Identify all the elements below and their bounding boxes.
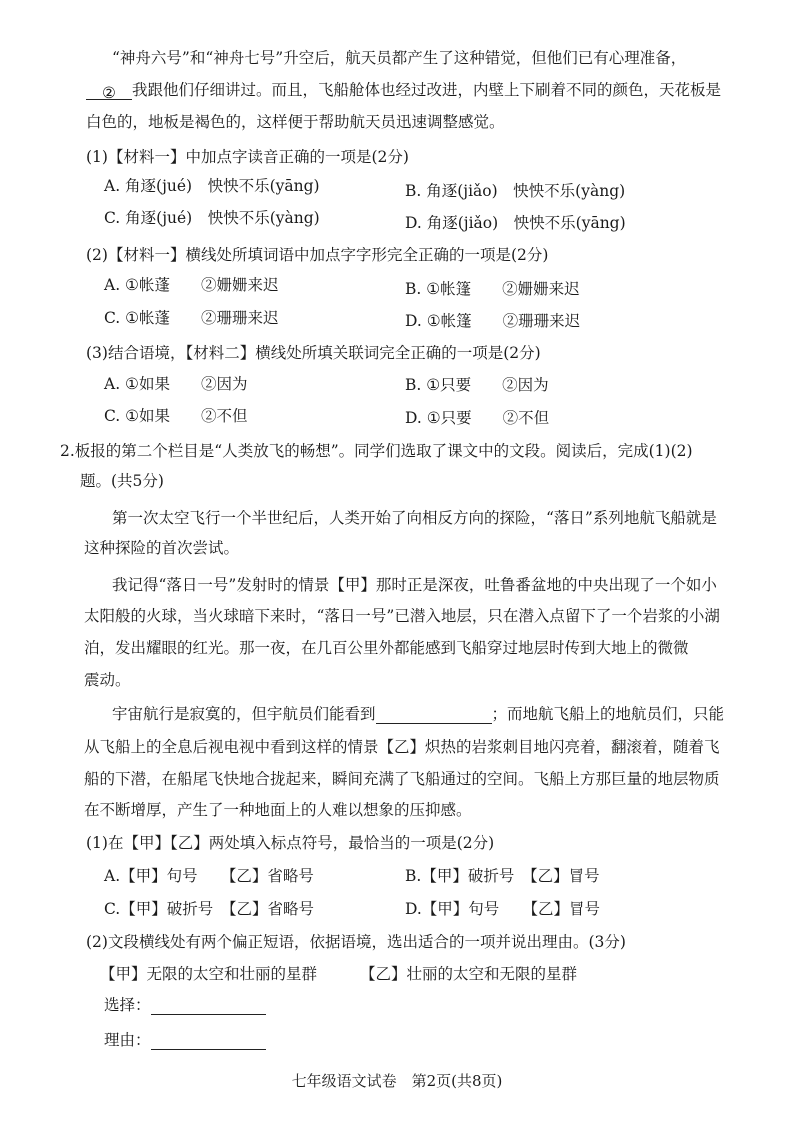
passage-p2-line3: 泊，发出耀眼的红光。那一夜，在几百公里外都能感到飞船穿过地层时传到大地上的微微 bbox=[84, 639, 689, 657]
passage-p3-line2: 从飞船上的全息后视电视中看到这样的情景【乙】炽热的岩浆刺目地闪亮着，翻滚着，随着飞 bbox=[84, 738, 720, 756]
q5-option-yi: 【乙】壮丽的太空和无限的星群 bbox=[360, 965, 578, 983]
q2-option-d[interactable]: D. ①帐篷 ②珊珊来迟 bbox=[405, 312, 581, 330]
passage-p3-line3: 船的下潜，在船尾飞快地合拢起来，瞬间充满了飞船通过的空间。飞船上方那巨量的地层物质 bbox=[84, 770, 720, 788]
q2-option-b[interactable]: B. ①帐篷 ②姗姗来迟 bbox=[405, 280, 580, 298]
q2-option-c[interactable]: C. ①帐蓬 ②珊珊来迟 bbox=[104, 309, 279, 327]
passage-p1-line2: 这种探险的首次尝试。 bbox=[84, 539, 240, 557]
q4-option-d[interactable]: D.【甲】句号 【乙】冒号 bbox=[405, 900, 601, 918]
choice-label: 选择： bbox=[104, 996, 151, 1014]
q1-option-c[interactable]: C. 角逐(jué) 怏怏不乐(yàng) bbox=[104, 209, 320, 227]
q1-stem: (1)【材料一】中加点字读音正确的一项是(2分) bbox=[86, 148, 409, 166]
material2-line3: 白色的，地板是褐色的，这样便于帮助航天员迅速调整感觉。 bbox=[86, 113, 505, 131]
reason-label: 理由： bbox=[104, 1031, 151, 1049]
passage-p3-line1-a: 宇宙航行是寂寞的，但宇航员们能看到 bbox=[112, 705, 376, 723]
reason-answer-line[interactable] bbox=[151, 1035, 266, 1050]
q4-option-a[interactable]: A.【甲】句号 【乙】省略号 bbox=[104, 867, 314, 885]
material2-line1: “神舟六号”和“神舟七号”升空后，航天员都产生了这种错觉，但他们已有心理准备， bbox=[112, 49, 687, 67]
q1-option-a[interactable]: A. 角逐(jué) 怏怏不乐(yāng) bbox=[104, 177, 320, 195]
choice-answer-line[interactable] bbox=[151, 1000, 266, 1015]
q3-option-a[interactable]: A. ①如果 ②因为 bbox=[104, 375, 248, 393]
answer-blank-phrase[interactable] bbox=[376, 707, 492, 724]
answer-blank-2[interactable]: ② bbox=[86, 83, 132, 100]
section2-intro-line2: 题。(共5分) bbox=[80, 472, 164, 490]
q5-reason-row bbox=[104, 1030, 266, 1050]
q3-option-d[interactable]: D. ①只要 ②不但 bbox=[405, 409, 550, 427]
q1-option-d[interactable]: D. 角逐(jiǎo) 怏怏不乐(yāng) bbox=[405, 214, 626, 232]
passage-p3-line1 bbox=[112, 704, 724, 724]
q2-option-a[interactable]: A. ①帐蓬 ②姗姗来迟 bbox=[104, 276, 279, 294]
q4-stem: (1)在【甲】【乙】两处填入标点符号，最恰当的一项是(2分) bbox=[86, 834, 495, 852]
passage-p1-line1: 第一次太空飞行一个半世纪后，人类开始了向相反方向的探险，“落日”系列地航飞船就是 bbox=[112, 509, 717, 527]
passage-p2-line1: 我记得“落日一号”发射时的情景【甲】那时正是深夜，吐鲁番盆地的中央出现了一个如小 bbox=[112, 576, 717, 594]
q5-choice-row bbox=[104, 995, 266, 1015]
q4-option-c[interactable]: C.【甲】破折号 【乙】省略号 bbox=[104, 900, 314, 918]
q5-stem: (2)文段横线处有两个偏正短语，依据语境，选出适合的一项并说出理由。(3分) bbox=[86, 933, 626, 951]
passage-p3-line4: 在不断增厚，产生了一种地面上的人难以想象的压抑感。 bbox=[84, 801, 472, 819]
q3-stem: (3)结合语境，【材料二】横线处所填关联词完全正确的一项是(2分) bbox=[86, 344, 541, 362]
page-footer: 七年级语文试卷 第2页(共8页) bbox=[291, 1072, 503, 1090]
section2-intro-line1: 2.板报的第二个栏目是“人类放飞的畅想”。同学们选取了课文中的文段。阅读后，完成(1)(2) bbox=[60, 442, 693, 460]
q1-option-b[interactable]: B. 角逐(jiǎo) 怏怏不乐(yàng) bbox=[405, 182, 626, 200]
passage-p3-line1-b: ；而地航飞船上的地航员们，只能 bbox=[491, 705, 725, 723]
q5-option-jia: 【甲】无限的太空和壮丽的星群 bbox=[100, 965, 318, 983]
material2-line2-text: 我跟他们仔细讲过。而且，飞船舱体也经过改进，内壁上下刷着不同的颜色，天花板是 bbox=[132, 81, 722, 99]
passage-p2-line4: 震动。 bbox=[84, 671, 131, 689]
passage-p2-line2: 太阳般的火球，当火球暗下来时，“落日一号”已潜入地层，只在潜入点留下了一个岩浆的小湖 bbox=[84, 607, 720, 625]
q3-option-c[interactable]: C. ①如果 ②不但 bbox=[104, 407, 248, 425]
material2-line2 bbox=[86, 80, 721, 100]
q3-option-b[interactable]: B. ①只要 ②因为 bbox=[405, 376, 549, 394]
q4-option-b[interactable]: B.【甲】破折号 【乙】冒号 bbox=[405, 867, 600, 885]
q2-stem: (2)【材料一】横线处所填词语中加点字字形完全正确的一项是(2分) bbox=[86, 246, 549, 264]
